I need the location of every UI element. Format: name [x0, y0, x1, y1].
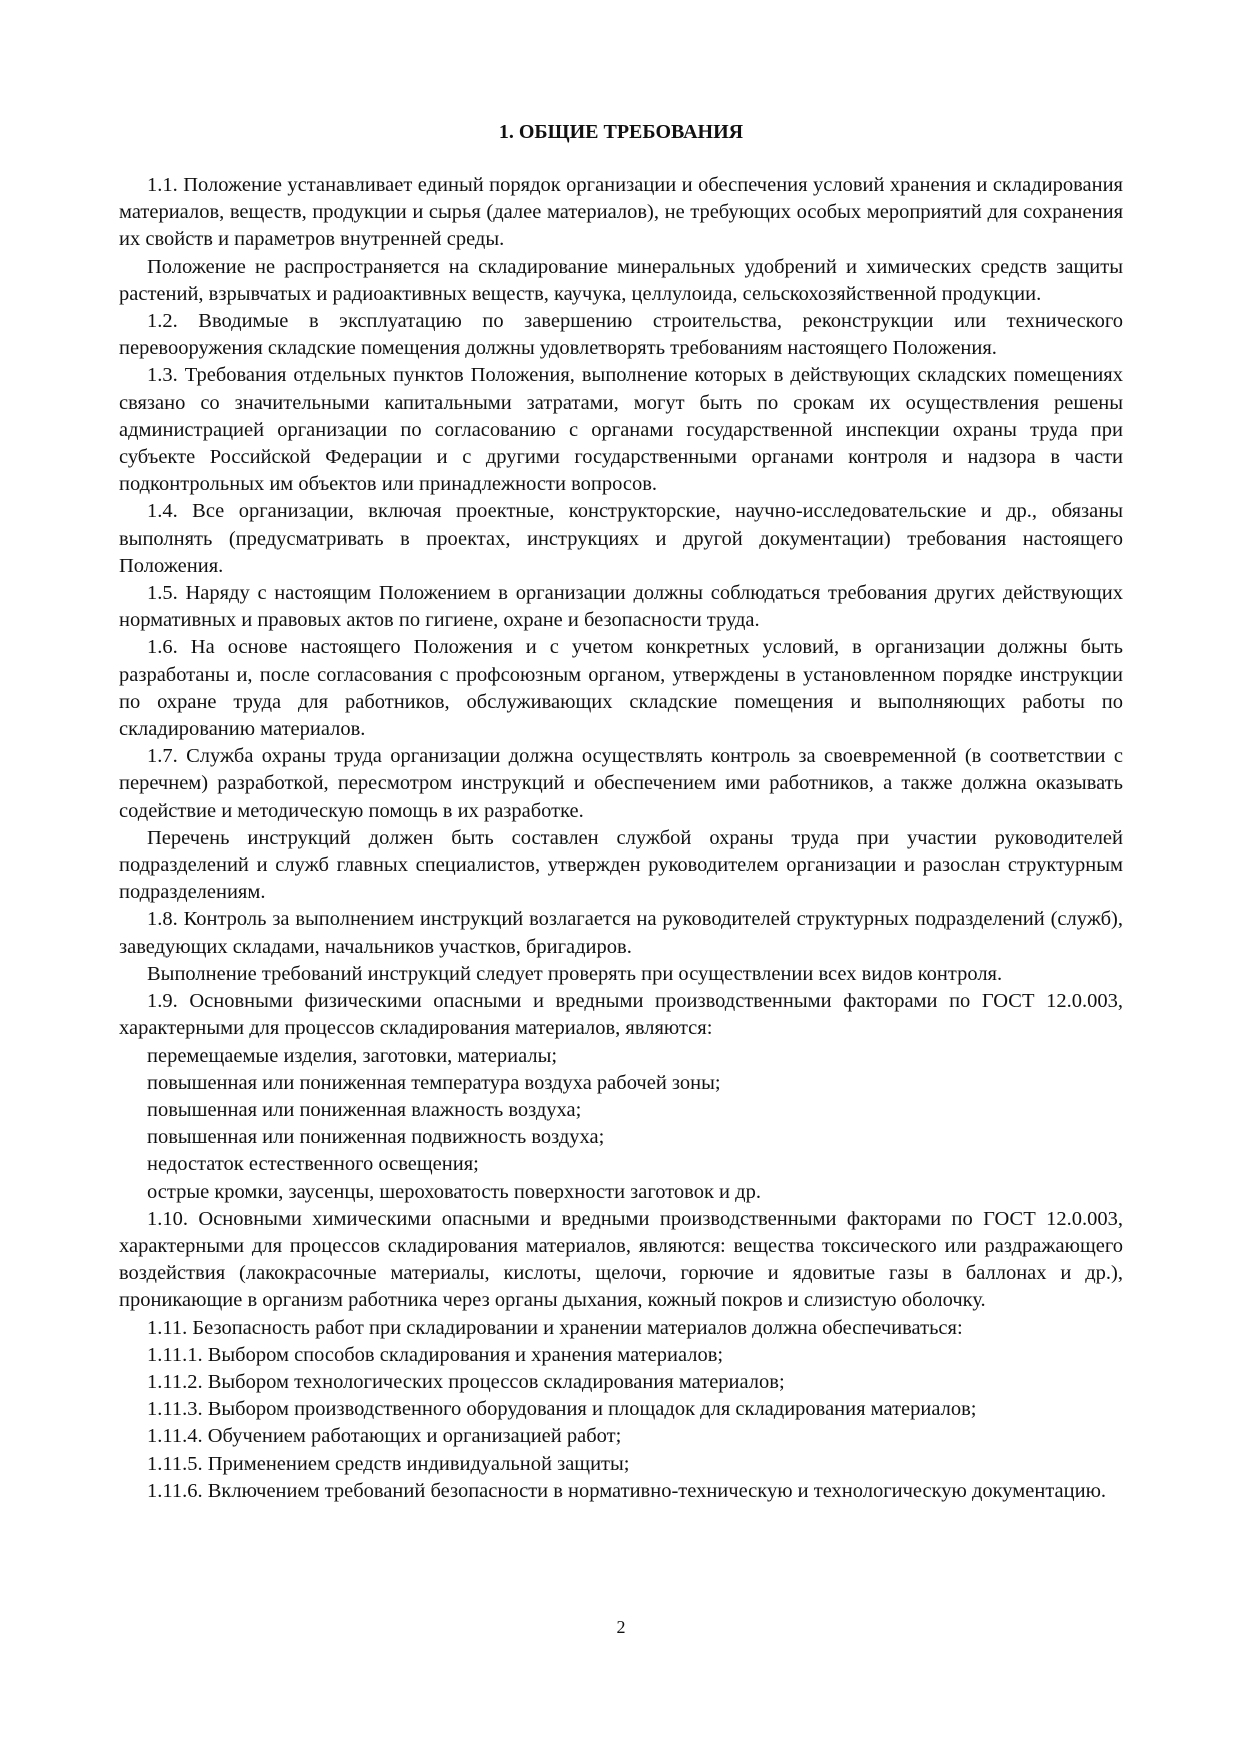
factor-list-item: повышенная или пониженная температура воздуха рабочей зоны; [147, 1071, 721, 1094]
paragraph-1-7: 1.7. Служба охраны труда организации должна осуществлять контроль за своевременной (в соответствии с перечнем) разработкой, пересмотром инструкций и обеспечением ими работников, а также должна оказывать содействие и методическую помощь в их разработке. [119, 745, 1123, 822]
paragraph-1-2: 1.2. Вводимые в эксплуатацию по завершению строительства, реконструкции или технического перевооружения складские помещения должны удовлетворять требованиям настоящего Положения. [119, 310, 1123, 360]
document-page [119, 0, 1123, 1755]
factor-list-item: повышенная или пониженная подвижность воздуха; [147, 1126, 605, 1149]
paragraph-1-5: 1.5. Наряду с настоящим Положением в организации должны соблюдаться требования других действующих нормативных и правовых актов по гигиене, охране и безопасности труда. [119, 582, 1123, 632]
paragraph-1-4: 1.4. Все организации, включая проектные, конструкторские, научно-исследовательские и др., обязаны выполнять (предусматривать в проектах, инструкциях и другой документации) требования настоящего Положения. [119, 500, 1123, 577]
paragraph-1-8: 1.8. Контроль за выполнением инструкций возлагается на руководителей структурных подразделений (служб), заведующих складами, начальников участков, бригадиров. [119, 908, 1123, 958]
section-title: 1. ОБЩИЕ ТРЕБОВАНИЯ [498, 121, 744, 143]
paragraph-control-check: Выполнение требований инструкций следует проверять при осуществлении всех видов контроля. [147, 962, 1003, 985]
paragraph-instruction-list: Перечень инструкций должен быть составлен службой охраны труда при участии руководителей подразделений и служб главных специалистов, утвержден руководителем организации и разослан структурным подразделениям. [119, 826, 1123, 904]
paragraph-1-9: 1.9. Основными физическими опасными и вредными производственными факторами по ГОСТ 12.0.003, характерными для процессов складирования материалов, являются: [119, 990, 1123, 1040]
factor-list-item: повышенная или пониженная влажность воздуха; [147, 1098, 582, 1121]
paragraph-1-6: 1.6. На основе настоящего Положения и с учетом конкретных условий, в организации должны быть разработаны и, после согласования с профсоюзным органом, утверждены в установленном порядке инструкции по охране труда для работников, обслуживающих складские помещения и выполняющих работы по складированию материалов. [119, 636, 1123, 741]
factor-list-item: перемещаемые изделия, заготовки, материалы; [147, 1044, 558, 1067]
paragraph-1-11-6: 1.11.6. Включением требований безопасности в нормативно-техническую и технологическую документацию. [147, 1479, 1107, 1502]
factor-list-item: острые кромки, заусенцы, шероховатость поверхности заготовок и др. [147, 1180, 761, 1203]
paragraph-1-1: 1.1. Положение устанавливает единый порядок организации и обеспечения условий хранения и складирования материалов, веществ, продукции и сырья (далее материалов), не требующих особых мероприятий для сохранения их свойств и параметров внутренней среды. [119, 174, 1123, 251]
paragraph-1-10: 1.10. Основными химическими опасными и вредными производственными факторами по ГОСТ 12.0.003, характерными для процессов складирования материалов, являются: вещества токсического или раздражающего воздействия (лакокрасочные материалы, кислоты, щелочи, горючие и ядовитые газы в баллонах и др.), проникающие в организм работника через органы дыхания, кожный покров и слизистую оболочку. [119, 1207, 1123, 1312]
paragraph-1-11-1: 1.11.1. Выбором способов складирования и хранения материалов; [147, 1343, 724, 1366]
paragraph-1-11-5: 1.11.5. Применением средств индивидуальной защиты; [147, 1452, 630, 1475]
paragraph-1-11: 1.11. Безопасность работ при складировании и хранении материалов должна обеспечиваться: [147, 1316, 963, 1339]
paragraph-1-11-3: 1.11.3. Выбором производственного оборудования и площадок для складирования материалов; [147, 1398, 977, 1421]
paragraph-1-11-4: 1.11.4. Обучением работающих и организацией работ; [147, 1425, 622, 1448]
page-number: 2 [616, 1617, 626, 1637]
paragraph-scope-exclusions: Положение не распространяется на складирование минеральных удобрений и химических средств защиты растений, взрывчатых и радиоактивных веществ, каучука, целлулоида, сельскохозяйственной продукции. [119, 255, 1123, 305]
paragraph-1-3: 1.3. Требования отдельных пунктов Положения, выполнение которых в действующих складских помещениях связано со значительными капитальными затратами, могут быть по срокам их осуществления решены администрацией организации по согласованию с органами государственной инспекции охраны труда при субъекте Российской Федерации и с другими государственными органами контроля и надзора в части подконтрольных им объектов или принадлежности вопросов. [119, 364, 1123, 496]
paragraph-1-11-2: 1.11.2. Выбором технологических процессов складирования материалов; [147, 1370, 785, 1393]
factor-list-item: недостаток естественного освещения; [147, 1153, 479, 1176]
document-body [119, 172, 1123, 1505]
